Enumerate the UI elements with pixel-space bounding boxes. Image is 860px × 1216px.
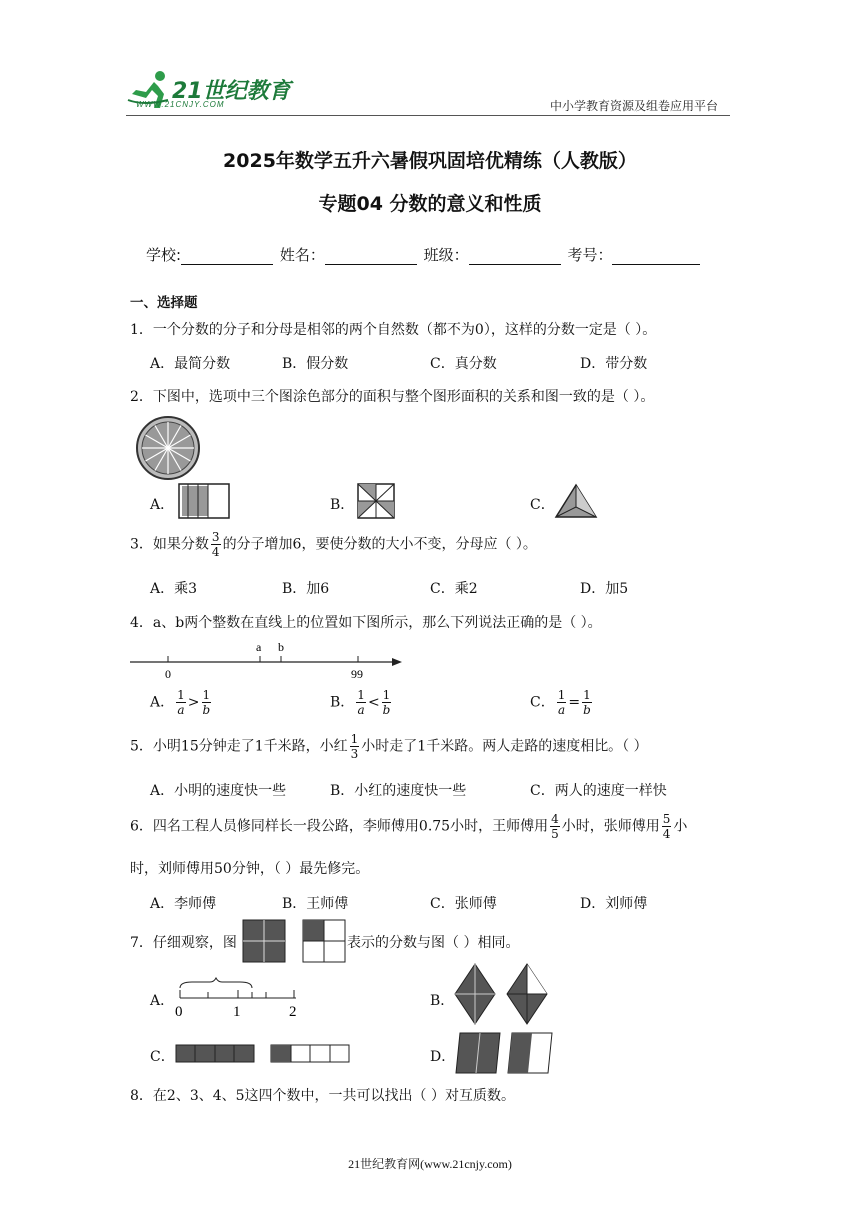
page-subtitle: 专题04 分数的意义和性质 — [318, 193, 542, 215]
q3-option-a[interactable]: A．乘3 — [150, 581, 198, 597]
q1-option-c[interactable]: C．真分数 — [430, 356, 497, 372]
q5-option-c[interactable]: C．两人的速度一样快 — [530, 783, 667, 799]
question-4: 4．a、b两个整数在直线上的位置如下图所示，那么下列说法正确的是（ ）。 — [130, 615, 602, 631]
q3-option-d[interactable]: D．加5 — [580, 581, 629, 597]
header-divider — [126, 115, 730, 116]
numberline-label-b: b — [278, 640, 284, 654]
q7-option-d[interactable]: D． — [430, 1049, 456, 1065]
q2-option-b[interactable]: B． — [330, 497, 355, 513]
axis-label-1: 1 — [233, 1004, 241, 1020]
question-1: 1．一个分数的分子和分母是相邻的两个自然数（都不为0），这样的分数一定是（ ）。 — [130, 322, 657, 338]
question-5: 5．小明15分钟走了1千米路，小红 $\frac{1}{3}$ 小时走了1千米路。两人走路的速度相比。（ ） — [130, 732, 648, 761]
q7-option-c-figure — [175, 1043, 353, 1065]
axis-label-0: 0 — [175, 1004, 183, 1020]
numberline-label-0: 0 — [165, 667, 171, 680]
name-field[interactable] — [325, 250, 417, 265]
question-7-end: 表示的分数与图（ ）相同。 — [347, 935, 520, 951]
numberline-label-99: 99 — [351, 667, 363, 680]
student-info — [146, 244, 702, 265]
q5-option-b[interactable]: B．小红的速度快一些 — [330, 783, 467, 799]
q7-reference-figure — [242, 919, 346, 963]
page-title: 2025年数学五升六暑假巩固培优精练（人教版） — [223, 150, 637, 172]
q4-number-line — [128, 636, 404, 680]
q2-reference-circle-figure — [134, 414, 202, 482]
logo-text: 21世纪教育 — [172, 79, 291, 104]
section-heading: 一、选择题 — [130, 295, 198, 311]
q6-option-a[interactable]: A．李师傅 — [150, 896, 217, 912]
q6-option-c[interactable]: C．张师傅 — [430, 896, 497, 912]
q2-option-c-figure — [554, 483, 598, 519]
platform-label: 中小学教育资源及组卷应用平台 — [550, 99, 719, 113]
q7-option-d-figure — [454, 1031, 558, 1075]
q1-option-b[interactable]: B．假分数 — [282, 356, 349, 372]
name-label: 姓名： — [279, 246, 325, 264]
q3-option-c[interactable]: C．乘2 — [430, 581, 478, 597]
q1-option-a[interactable]: A．最简分数 — [150, 356, 231, 372]
q7-option-b[interactable]: B． — [430, 993, 455, 1009]
q2-option-a-figure — [178, 483, 230, 519]
numberline-label-a: a — [256, 640, 262, 654]
q3-text-b: 的分子增加6，要使分数的大小不变，分母应（ ）。 — [222, 536, 537, 553]
q7-option-a[interactable]: A． — [150, 993, 175, 1009]
fraction-5-4: $\frac{5}{4}$ — [662, 812, 671, 841]
question-7-start: 7．仔细观察，图 — [130, 935, 237, 951]
q2-option-a[interactable]: A． — [150, 497, 175, 513]
q3-text-a: 3．如果分数 — [130, 536, 209, 553]
question-6: 6．四名工程人员修同样长一段公路，李师傅用0.75小时，王师傅用 $\frac{4}{5}$ 小时，张师傅用 $\frac{5}{4}$ 小 — [130, 812, 688, 841]
fraction-4-5: $\frac{4}{5}$ — [551, 812, 559, 841]
page-footer: 21世纪教育网(www.21cnjy.com) — [348, 1157, 512, 1171]
q6-option-d[interactable]: D．刘师傅 — [580, 896, 648, 912]
q3-option-b[interactable]: B．加6 — [282, 581, 330, 597]
q2-option-c[interactable]: C． — [530, 497, 555, 513]
question-6-line2: 时，刘师傅用50分钟，（ ）最先修完。 — [130, 861, 370, 877]
q4-option-a[interactable]: A． $\frac{1}{a}$ > $\frac{1}{b}$ — [150, 688, 211, 717]
q2-option-b-figure — [357, 483, 395, 519]
class-field[interactable] — [469, 250, 561, 265]
q4-option-b[interactable]: B． $\frac{1}{a}$ < $\frac{1}{b}$ — [330, 688, 391, 717]
q5-option-a[interactable]: A．小明的速度快一些 — [150, 783, 287, 799]
q7-option-a-figure — [172, 976, 302, 1020]
axis-label-2: 2 — [289, 1004, 297, 1020]
class-label: 班级： — [423, 246, 469, 264]
question-8: 8．在2、3、4、5这四个数中，一共可以找出（ ）对互质数。 — [130, 1088, 515, 1104]
school-label: 学校: — [146, 246, 182, 264]
q7-option-c[interactable]: C． — [150, 1049, 175, 1065]
logo-url: WWW.21CNJY.COM — [136, 100, 225, 109]
q6-option-b[interactable]: B．王师傅 — [282, 896, 349, 912]
logo — [124, 70, 294, 114]
q4-option-c[interactable]: C． $\frac{1}{a}$ = $\frac{1}{b}$ — [530, 688, 591, 717]
school-field[interactable] — [181, 250, 273, 265]
fraction-1-3: $\frac{1}{3}$ — [350, 732, 359, 761]
exam-no-field[interactable] — [612, 250, 700, 265]
fraction-3-4: $\frac{3}{4}$ — [211, 530, 220, 559]
q1-option-d[interactable]: D．带分数 — [580, 356, 648, 372]
question-2: 2．下图中，选项中三个图涂色部分的面积与整个图形面积的关系和图一致的是（ ）。 — [130, 389, 655, 405]
exam-no-label: 考号： — [567, 246, 613, 264]
question-3 — [130, 530, 537, 559]
q7-option-b-figure — [453, 962, 551, 1026]
